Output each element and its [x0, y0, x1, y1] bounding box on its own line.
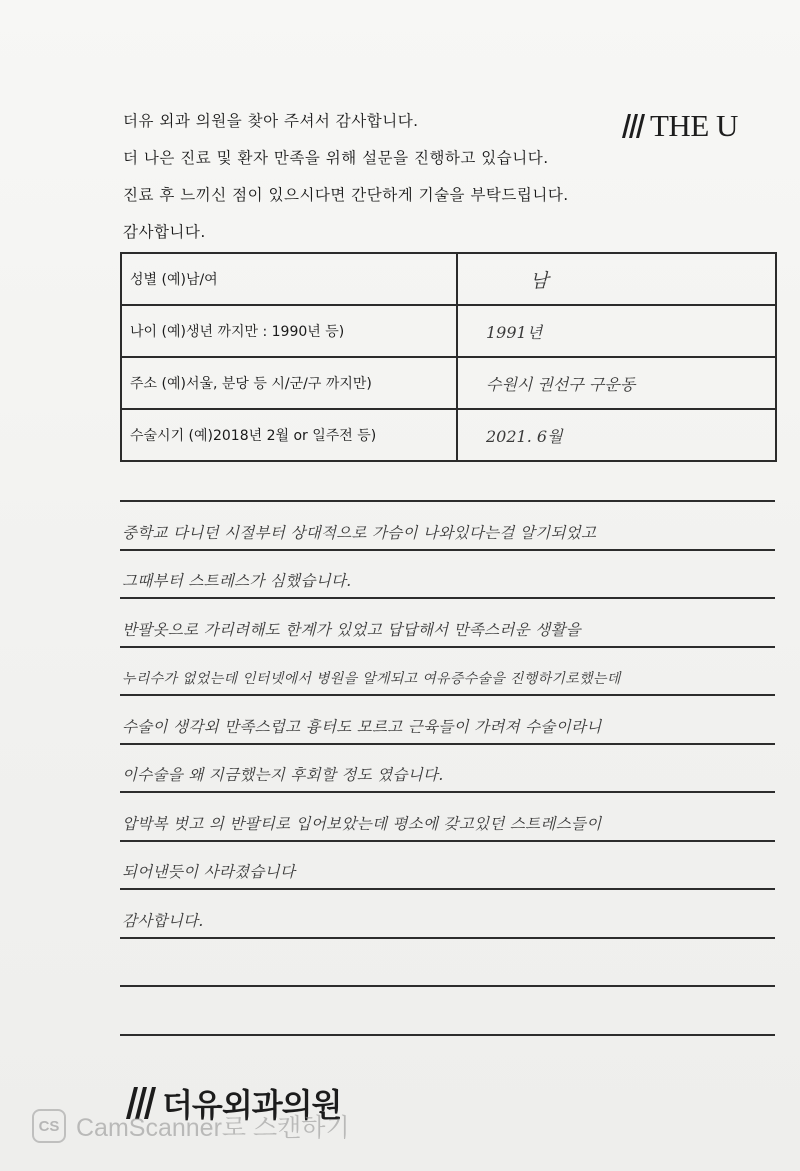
comment-text: 반팔옷으로 가리려해도 한계가 있었고 답답해서 만족스러운 생활을	[122, 620, 582, 639]
intro-line: 더 나은 진료 및 환자 만족을 위해 설문을 진행하고 있습니다.	[123, 149, 549, 167]
address-label: 주소 (예)서울, 분당 등 시/군/구 까지만)	[121, 357, 457, 409]
address-value: 수원시 권선구 구운동	[457, 357, 776, 409]
comment-text: 감사합니다.	[122, 911, 204, 930]
gender-row	[121, 253, 776, 305]
surgery-date-label: 수술시기 (예)2018년 2월 or 일주전 등)	[121, 409, 457, 461]
age-row	[121, 305, 776, 357]
gender-label: 성별 (예)남/여	[121, 253, 457, 305]
age-label: 나이 (예)생년 까지만 : 1990년 등)	[121, 305, 457, 357]
address-row	[121, 357, 776, 409]
ruled-line	[120, 890, 775, 939]
ruled-line	[120, 648, 775, 697]
camscanner-text: CamScanner로 스캔하기	[76, 1114, 350, 1142]
brand-stripe-icon	[620, 112, 646, 140]
ruled-line	[120, 696, 775, 745]
ruled-line	[120, 502, 775, 551]
intro-text	[123, 106, 623, 254]
surgery-date-row	[121, 409, 776, 461]
clinic-name: 더유외과의원	[162, 1086, 342, 1124]
ruled-line	[120, 793, 775, 842]
ruled-line	[120, 551, 775, 600]
intro-line: 감사합니다.	[123, 223, 206, 241]
camscanner-watermark	[32, 1108, 350, 1144]
gender-value: 남	[457, 253, 776, 305]
surgery-date-value: 2021. 6월	[457, 409, 776, 461]
the-u-logo-text: THE U	[650, 108, 738, 143]
ruled-line	[120, 745, 775, 794]
comment-lines	[120, 500, 775, 1036]
age-value: 1991년	[457, 305, 776, 357]
comment-text: 압박복 벗고 의 반팔티로 입어보았는데 평소에 갖고있던 스트레스들이	[122, 814, 602, 833]
the-u-logo	[620, 108, 738, 144]
comment-text: 중학교 다니던 시절부터 상대적으로 가슴이 나와있다는걸 알기되었고	[122, 523, 597, 542]
comment-text: 되어낸듯이 사라졌습니다	[122, 863, 296, 881]
camscanner-icon: CS	[32, 1109, 66, 1143]
intro-line: 진료 후 느끼신 점이 있으시다면 간단하게 기술을 부탁드립니다.	[123, 186, 569, 204]
ruled-line	[120, 939, 775, 988]
intro-line: 더유 외과 의원을 찾아 주셔서 감사합니다.	[123, 112, 419, 130]
comment-text: 이수술을 왜 지금했는지 후회할 정도 였습니다.	[122, 766, 444, 784]
ruled-line	[120, 842, 775, 891]
comment-text: 누리수가 없었는데 인터넷에서 병원을 알게되고 여유증수술을 진행하기로했는데	[122, 671, 621, 687]
comment-text: 그때부터 스트레스가 심했습니다.	[122, 572, 352, 590]
ruled-line	[120, 599, 775, 648]
patient-info-table	[120, 252, 777, 462]
comment-text: 수술이 생각외 만족스럽고 흉터도 모르고 근육들이 가려져 수술이라니	[122, 717, 602, 736]
ruled-line	[120, 987, 775, 1036]
